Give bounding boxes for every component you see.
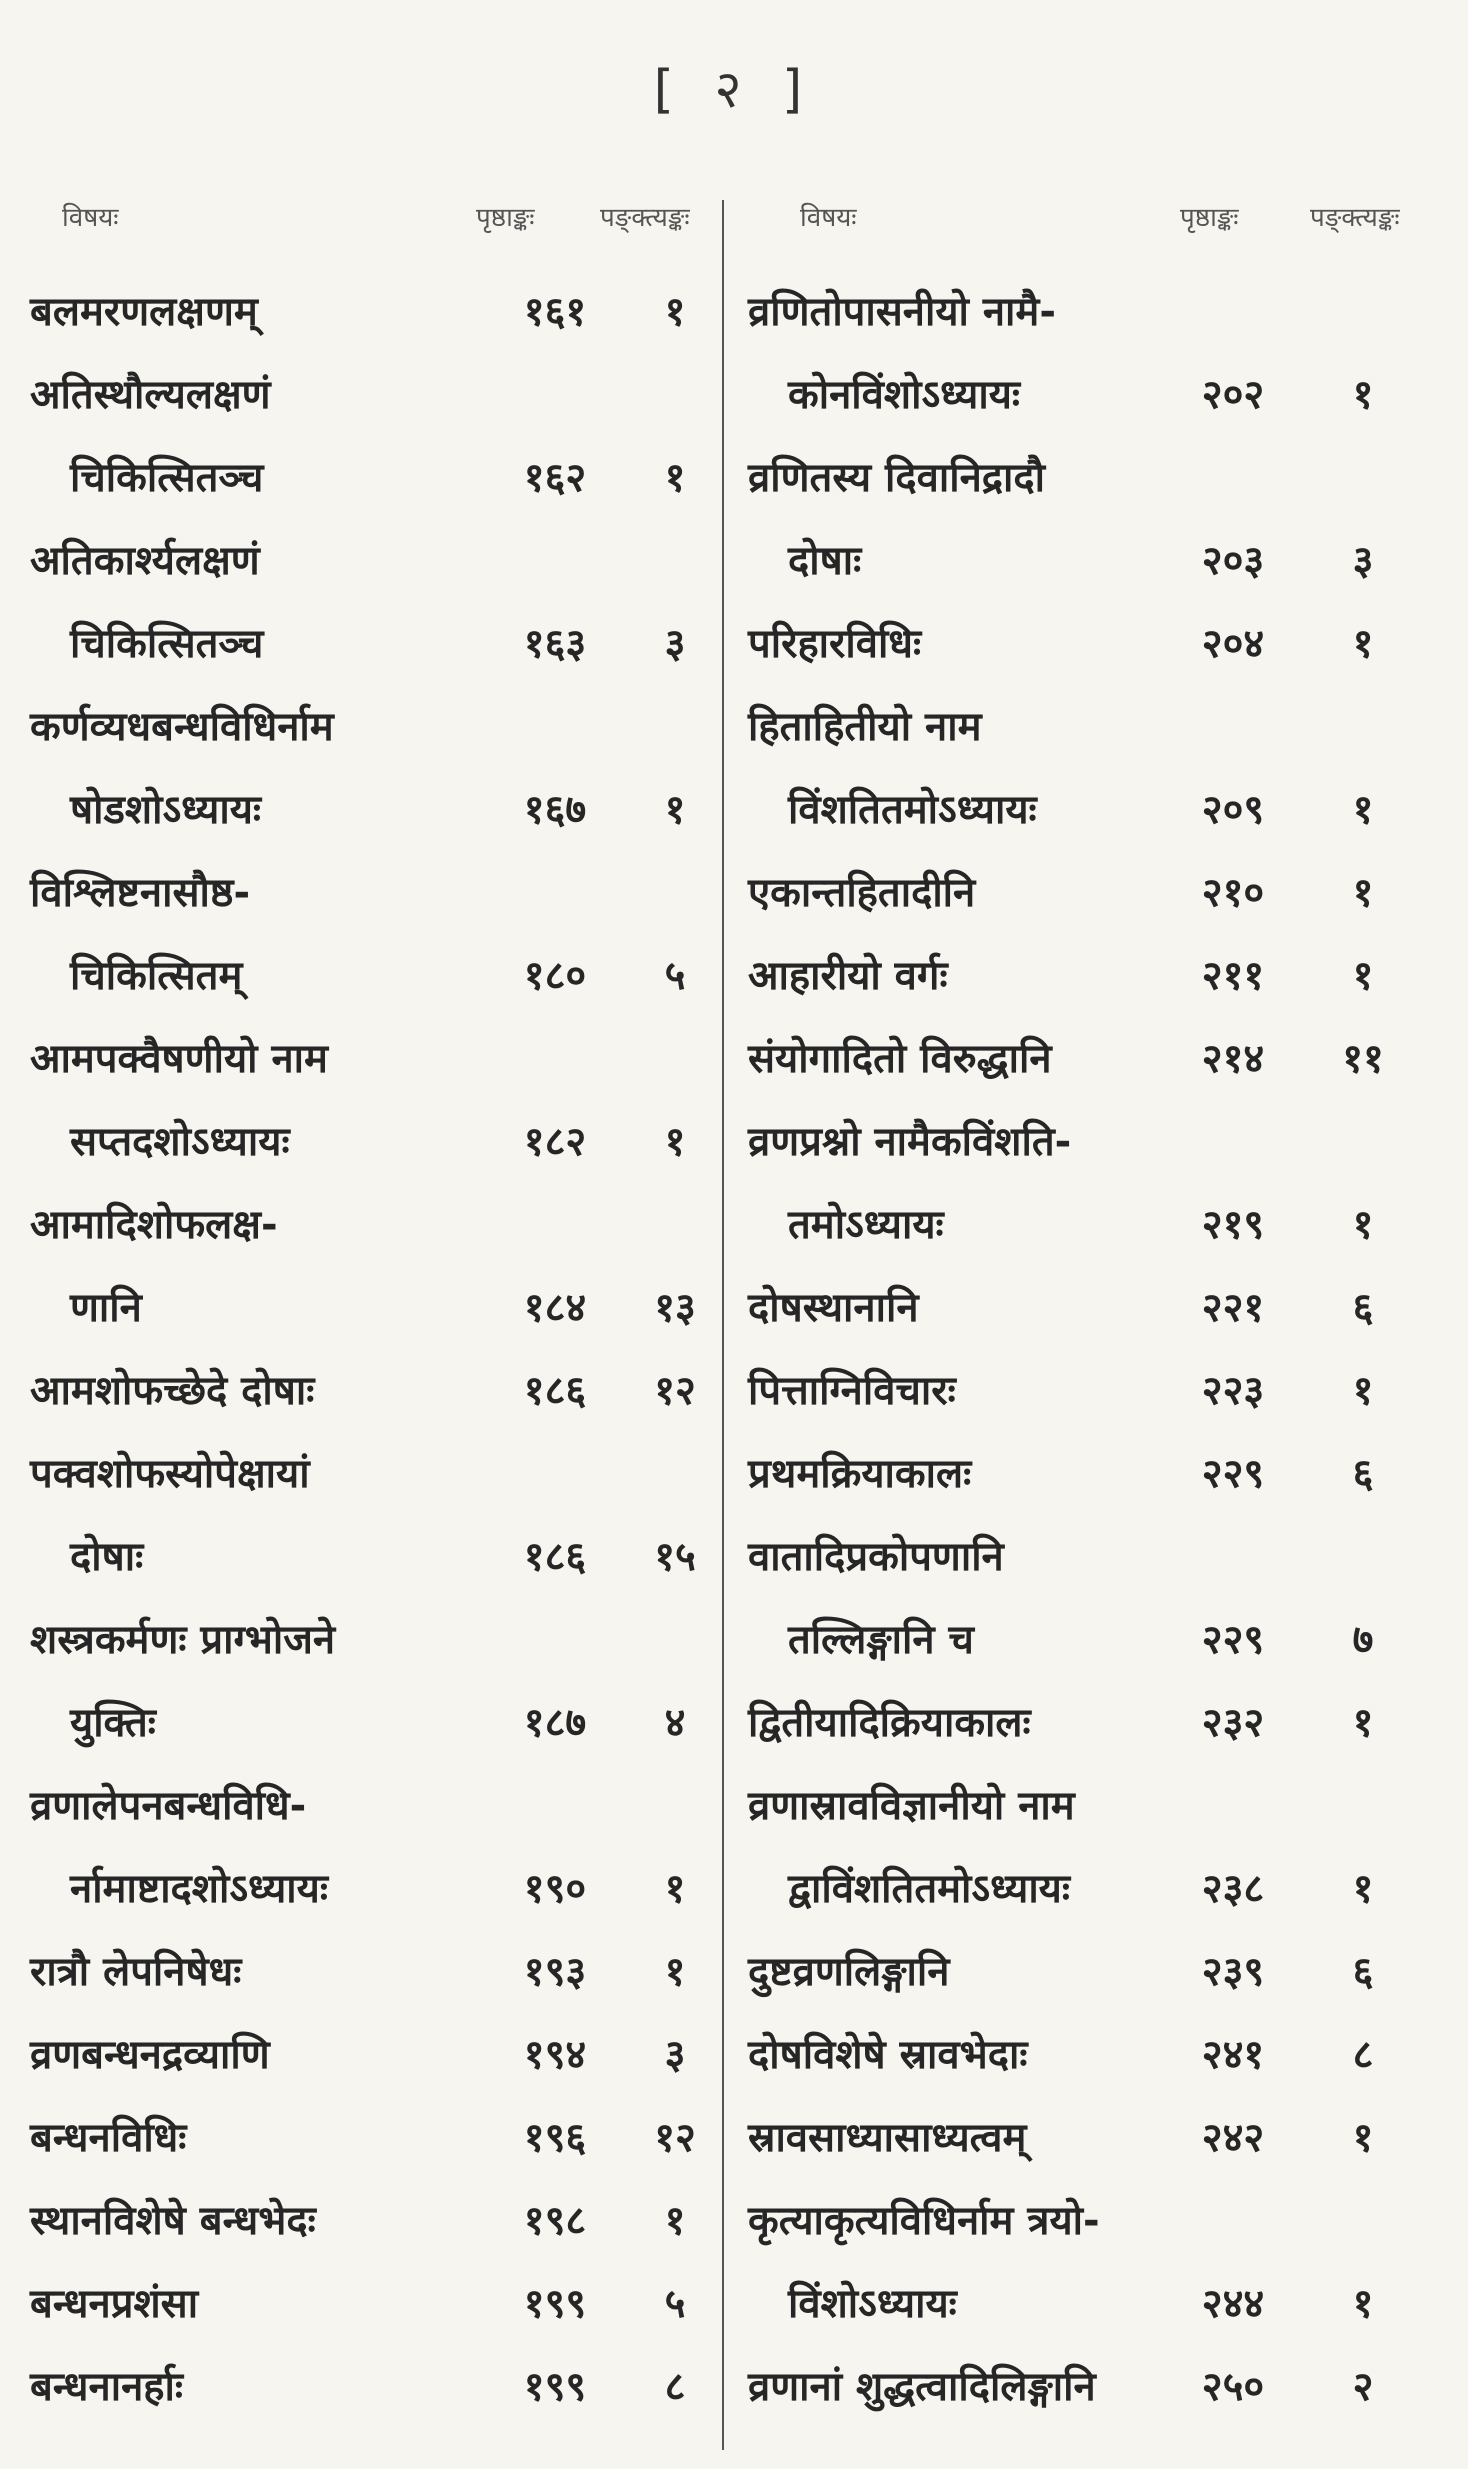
entry-line-number: १	[664, 1949, 686, 1995]
index-entry-row	[748, 685, 1438, 768]
right-line-column-header: पङ्क्त्यङ्कः	[1310, 203, 1400, 233]
entry-subject: पित्ताग्निविचारः	[748, 1368, 956, 1414]
entry-subject: वातादिप्रकोपणानि	[748, 1534, 1004, 1580]
entry-page-number: १९३	[523, 1949, 587, 1995]
entry-line-number: १	[1352, 953, 1374, 999]
entry-line-number: ६	[1352, 1949, 1374, 1995]
entry-page-number: २३९	[1201, 1949, 1265, 1995]
entry-page-number: २०३	[1201, 538, 1265, 584]
entry-line-number: ७	[1352, 1617, 1374, 1663]
entry-subject: विंशतितमोऽध्यायः	[788, 787, 1037, 833]
entry-subject: रात्रौ लेपनिषेधः	[30, 1949, 242, 1995]
entry-subject: बन्धनप्रशंसा	[30, 2281, 199, 2327]
entry-subject: शस्त्रकर्मणः प्राग्भोजने	[30, 1617, 336, 1663]
entry-subject: षोडशोऽध्यायः	[70, 787, 261, 833]
entry-page-number: १९९	[523, 2364, 587, 2410]
index-entry-row	[30, 436, 730, 519]
index-entry-row	[748, 1432, 1438, 1515]
entry-page-number: २३२	[1201, 1700, 1265, 1746]
index-entry-row	[748, 2262, 1438, 2345]
entry-line-number: १	[664, 787, 686, 833]
index-entry-row	[748, 519, 1438, 602]
entry-page-number: २५०	[1201, 2364, 1265, 2410]
index-entry-row	[30, 934, 730, 1017]
index-entry-row	[30, 1017, 730, 1100]
entry-subject: आमादिशोफलक्ष-	[30, 1202, 278, 1248]
entry-page-number: १८७	[523, 1700, 587, 1746]
index-entry-row	[30, 1930, 730, 2013]
entry-line-number: १	[1352, 2115, 1374, 2161]
entry-subject: तमोऽध्यायः	[788, 1202, 944, 1248]
entry-line-number: ६	[1352, 1285, 1374, 1331]
entry-subject: एकान्तहितादीनि	[748, 870, 976, 916]
entry-line-number: १	[664, 1119, 686, 1165]
entry-subject: आमशोफच्छेदे दोषाः	[30, 1368, 315, 1414]
index-entry-row	[748, 1515, 1438, 1598]
entry-page-number: २१०	[1201, 870, 1265, 916]
index-entry-row	[748, 768, 1438, 851]
index-entry-row	[30, 1681, 730, 1764]
right-index-column	[748, 270, 1438, 2428]
entry-page-number: १९८	[523, 2198, 587, 2244]
entry-line-number: १२	[654, 1368, 696, 1414]
entry-page-number: १९४	[523, 2032, 587, 2078]
index-entry-row	[30, 1183, 730, 1266]
entry-subject: आहारीयो वर्गः	[748, 953, 948, 999]
entry-line-number: १	[1352, 621, 1374, 667]
index-entry-row	[30, 768, 730, 851]
entry-page-number: २२१	[1201, 1285, 1265, 1331]
left-index-column	[30, 270, 730, 2428]
index-entry-row	[748, 602, 1438, 685]
entry-subject: विश्लिष्टनासौष्ठ-	[30, 870, 251, 916]
entry-subject: र्नामाष्टादशोऽध्यायः	[70, 1866, 328, 1912]
entry-subject: बन्धनानर्हाः	[30, 2364, 183, 2410]
right-subject-column-header: विषयः	[800, 203, 857, 233]
entry-page-number: २२९	[1201, 1451, 1265, 1497]
entry-subject: आमपक्वैषणीयो नाम	[30, 1036, 328, 1082]
left-page-column-header: पृष्ठाङ्कः	[476, 203, 535, 233]
entry-subject: द्वाविंशतितमोऽध्यायः	[788, 1866, 1070, 1912]
index-entry-row	[748, 2096, 1438, 2179]
index-entry-row	[748, 1183, 1438, 1266]
entry-subject: णानि	[70, 1285, 142, 1331]
index-entry-row	[748, 1266, 1438, 1349]
entry-subject: स्रावसाध्यासाध्यत्वम्	[748, 2115, 1027, 2161]
entry-page-number: १९०	[523, 1866, 587, 1912]
index-entry-row	[748, 270, 1438, 353]
entry-subject: कोनविंशोऽध्यायः	[788, 372, 1020, 418]
entry-subject: चिकित्सितञ्च	[70, 455, 264, 501]
entry-line-number: ११	[1342, 1036, 1384, 1082]
entry-subject: संयोगादितो विरुद्धानि	[748, 1036, 1052, 1082]
entry-subject: द्वितीयादिक्रियाकालः	[748, 1700, 1031, 1746]
index-entry-row	[748, 934, 1438, 1017]
entry-line-number: ५	[664, 953, 686, 999]
index-entry-row	[30, 270, 730, 353]
entry-line-number: १	[664, 289, 686, 335]
index-entry-row	[30, 851, 730, 934]
entry-line-number: ५	[664, 2281, 686, 2327]
entry-page-number: १९९	[523, 2281, 587, 2327]
entry-page-number: २०९	[1201, 787, 1265, 833]
index-entry-row	[748, 1681, 1438, 1764]
entry-page-number: १८४	[523, 1285, 587, 1331]
index-entry-row	[748, 1100, 1438, 1183]
index-entry-row	[30, 1598, 730, 1681]
page-number-header: [ २ ]	[653, 60, 815, 120]
entry-subject: दुष्टव्रणलिङ्गानि	[748, 1949, 950, 1995]
entry-line-number: १	[664, 1866, 686, 1912]
index-entry-row	[748, 1764, 1438, 1847]
entry-page-number: २२९	[1201, 1617, 1265, 1663]
entry-line-number: १५	[654, 1534, 696, 1580]
index-entry-row	[748, 1017, 1438, 1100]
index-entry-row	[30, 602, 730, 685]
entry-line-number: १	[1352, 1866, 1374, 1912]
index-entry-row	[30, 1515, 730, 1598]
entry-subject: व्रणप्रश्नो नामैकविंशति-	[748, 1119, 1072, 1165]
entry-line-number: १	[1352, 1368, 1374, 1414]
entry-subject: दोषाः	[788, 538, 862, 584]
entry-subject: दोषविशेषे स्रावभेदाः	[748, 2032, 1028, 2078]
entry-subject: अतिस्थौल्यलक्षणं	[30, 372, 271, 418]
index-entry-row	[748, 1930, 1438, 2013]
entry-page-number: २०२	[1201, 372, 1265, 418]
index-entry-row	[748, 436, 1438, 519]
entry-line-number: ६	[1352, 1451, 1374, 1497]
index-entry-row	[30, 2013, 730, 2096]
index-entry-row	[30, 2096, 730, 2179]
index-entry-row	[30, 2262, 730, 2345]
entry-page-number: २१४	[1201, 1036, 1265, 1082]
entry-page-number: १८२	[523, 1119, 587, 1165]
index-entry-row	[748, 353, 1438, 436]
entry-page-number: १८०	[523, 953, 587, 999]
entry-subject: बन्धनविधिः	[30, 2115, 187, 2161]
entry-subject: पक्वशोफस्योपेक्षायां	[30, 1451, 310, 1497]
entry-subject: बलमरणलक्षणम्	[30, 289, 258, 335]
entry-subject: सप्तदशोऽध्यायः	[70, 1119, 290, 1165]
index-entry-row	[30, 2345, 730, 2428]
index-entry-row	[30, 1266, 730, 1349]
entry-page-number: २४१	[1201, 2032, 1265, 2078]
entry-subject: व्रणास्रावविज्ञानीयो नाम	[748, 1783, 1075, 1829]
entry-subject: व्रणितस्य दिवानिद्रादौ	[748, 455, 1045, 501]
entry-page-number: २२३	[1201, 1368, 1265, 1414]
entry-subject: व्रणालेपनबन्धविधि-	[30, 1783, 307, 1829]
entry-page-number: १८६	[523, 1534, 587, 1580]
entry-line-number: ८	[1352, 2032, 1374, 2078]
index-entry-row	[30, 2179, 730, 2262]
index-entry-row	[30, 1349, 730, 1432]
entry-page-number: २३८	[1201, 1866, 1265, 1912]
index-entry-row	[748, 2013, 1438, 2096]
left-line-column-header: पङ्क्त्यङ्कः	[600, 203, 690, 233]
entry-subject: व्रणबन्धनद्रव्याणि	[30, 2032, 270, 2078]
index-entry-row	[30, 1100, 730, 1183]
entry-subject: हिताहितीयो नाम	[748, 704, 982, 750]
entry-subject: दोषस्थानानि	[748, 1285, 919, 1331]
index-entry-row	[748, 2345, 1438, 2428]
index-entry-row	[748, 1847, 1438, 1930]
entry-line-number: ८	[664, 2364, 686, 2410]
entry-page-number: १६२	[523, 455, 587, 501]
index-entry-row	[748, 1598, 1438, 1681]
index-entry-row	[748, 851, 1438, 934]
entry-line-number: १२	[654, 2115, 696, 2161]
index-entry-row	[30, 519, 730, 602]
entry-line-number: १	[1352, 1700, 1374, 1746]
entry-line-number: १	[1352, 2281, 1374, 2327]
entry-subject: व्रणानां शुद्धत्वादिलिङ्गानि	[748, 2364, 1096, 2410]
index-entry-row	[748, 2179, 1438, 2262]
entry-subject: कृत्याकृत्यविधिर्नाम त्रयो-	[748, 2198, 1100, 2244]
entry-line-number: १	[664, 2198, 686, 2244]
index-entry-row	[30, 685, 730, 768]
entry-line-number: १	[1352, 372, 1374, 418]
entry-subject: चिकित्सितम्	[70, 953, 243, 999]
index-entry-row	[30, 1764, 730, 1847]
entry-line-number: १	[664, 455, 686, 501]
entry-page-number: १६७	[523, 787, 587, 833]
entry-line-number: ३	[1352, 538, 1374, 584]
entry-subject: प्रथमक्रियाकालः	[748, 1451, 972, 1497]
entry-subject: परिहारविधिः	[748, 621, 922, 667]
entry-line-number: १३	[654, 1285, 696, 1331]
left-subject-column-header: विषयः	[62, 203, 119, 233]
entry-line-number: ३	[664, 2032, 686, 2078]
entry-page-number: २४२	[1201, 2115, 1265, 2161]
entry-subject: दोषाः	[70, 1534, 144, 1580]
entry-subject: स्थानविशेषे बन्धभेदः	[30, 2198, 316, 2244]
entry-line-number: २	[1352, 2364, 1374, 2410]
entry-subject: विंशोऽध्यायः	[788, 2281, 957, 2327]
index-entry-row	[30, 1847, 730, 1930]
index-entry-row	[748, 1349, 1438, 1432]
entry-page-number: २१९	[1201, 1202, 1265, 1248]
entry-page-number: १६१	[523, 289, 587, 335]
entry-page-number: १८६	[523, 1368, 587, 1414]
entry-line-number: ४	[664, 1700, 686, 1746]
entry-page-number: २०४	[1201, 621, 1265, 667]
entry-subject: चिकित्सितञ्च	[70, 621, 264, 667]
entry-line-number: ३	[664, 621, 686, 667]
index-entry-row	[30, 353, 730, 436]
entry-page-number: १६३	[523, 621, 587, 667]
entry-page-number: २११	[1201, 953, 1265, 999]
entry-line-number: १	[1352, 870, 1374, 916]
right-page-column-header: पृष्ठाङ्कः	[1180, 203, 1239, 233]
entry-line-number: १	[1352, 1202, 1374, 1248]
entry-line-number: १	[1352, 787, 1374, 833]
entry-subject: तल्लिङ्गानि च	[788, 1617, 974, 1663]
entry-page-number: २४४	[1201, 2281, 1265, 2327]
entry-page-number: १९६	[523, 2115, 587, 2161]
entry-subject: कर्णव्यधबन्धविधिर्नाम	[30, 704, 334, 750]
entry-subject: युक्तिः	[70, 1700, 156, 1746]
index-entry-row	[30, 1432, 730, 1515]
entry-subject: व्रणितोपासनीयो नामै-	[748, 289, 1056, 335]
entry-subject: अतिकार्श्यलक्षणं	[30, 538, 260, 584]
